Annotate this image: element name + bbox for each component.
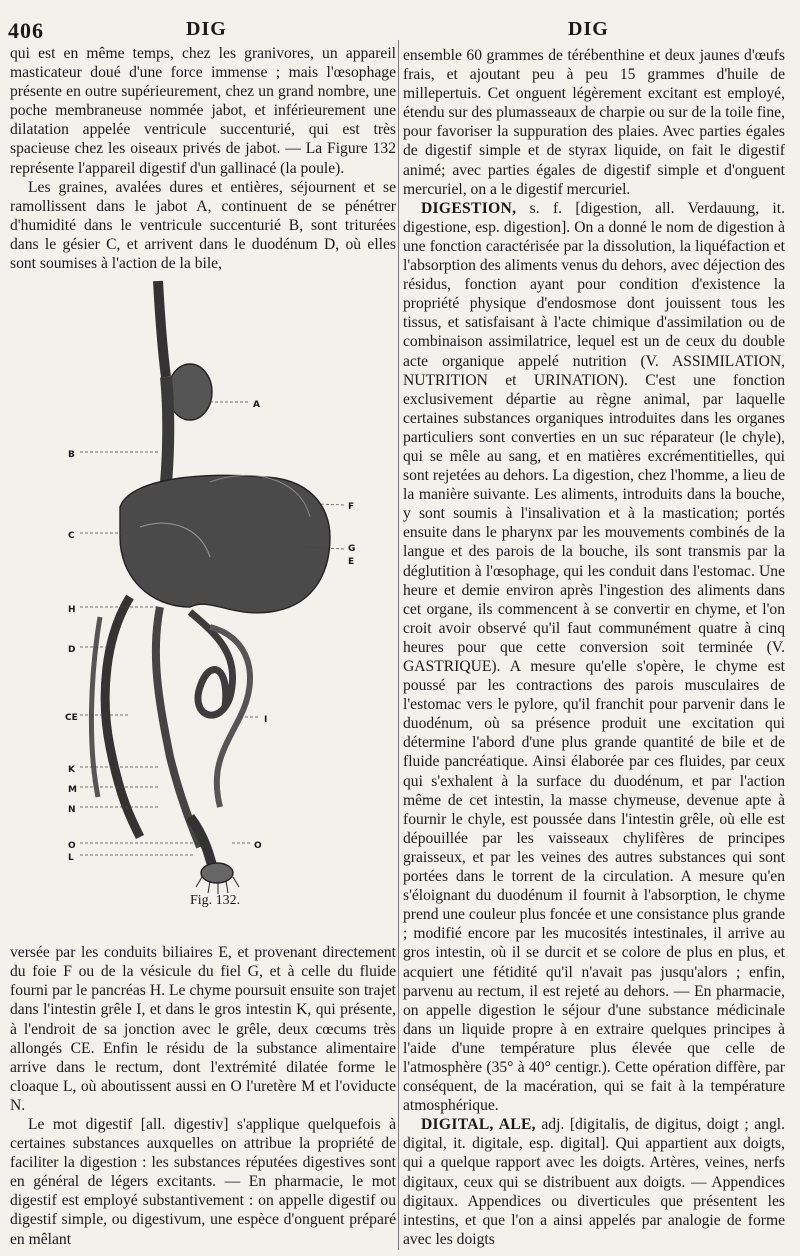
page-number: 406 bbox=[8, 18, 44, 43]
figure-label: C bbox=[68, 531, 75, 542]
column-divider bbox=[398, 40, 399, 1250]
entry-text: adj. [digitalis, de digitus, doigt ; angl. digital, it. digitale, esp. digital]. Qui appartient aux doigts, qui a quelque rapport avec les doigts. Artères, veines, nerfs digitaux, ceux qui se distribuent aux doigts. — Appendices digitaux. Appendices ou diverticules que présentent les intestins, et que l'on a ainsi appelés par analogie de forme avec les doigts bbox=[403, 1116, 785, 1248]
entry-text: s. f. [digestion, all. Verdauung, it. digestione, esp. digestion]. On a donné le nom de digestion à une fonction caractérisée par la dissolution, la liquéfaction et l'absorption des aliments venus du dehors, avec déjection des résidus, fonction ayant pour condition d'existence la propriété physique d'endosmose dont jouissent tous les tissus, et satisfaisant à l'acte chimique d'assimilation ou de combinaison assimilatrice, lequel est un de ceux du double acte organique appelé nutrition (V. ASSIMILATION, NUTRITION et URINATION). C'est une fonction exclusivement départie au règne animal, par laquelle certaines substances organiques introduites dans les organes particuliers sont converties en un suc réparateur (le chyle), qui se mêle au sang, et en matières excrémentitielles, qui sont rejetées au dehors. La digestion, chez l'homme, a lieu de la manière suivante. Les aliments, introduits dans la bouche, y sont soumis à l'insalivation et à la mastication; portés ensuite dans le pharynx par les mouvements combinés de la langue et des parois de la bouche, ils sont transmis par la déglutition à l'œsophage, qui les conduit dans l'estomac. Une heure et demie environ après l'ingestion des aliments dans cet organe, ils commencent à se convertir en chyme, et l'on croit avoir observé qu'il faut communément quatre à cinq heures pour que cette conversion soit terminée (V. GASTRIQUE). A mesure qu'elle s'opère, le chyme est poussé par les contractions des parois musculaires de l'estomac vers le pylore, qu'il franchit pour parvenir dans le duodénum, où sa présence produit une excitation qui détermine l'abord d'une plus grande quantité de bile et de fluide pancréatique. Ainsi élaborée par ces fluides, par ceux qui s'exhalent à la surface du duodénum, et par l'action même de cet intestin, la masse chymeuse, devenue apte à fournir le chyle, est poussée dans l'intestin grêle, où elle est dépouillée par les vaisseaux chylifères de principes graisseux, et par les veines des autres substances qui sont portées dans le torrent de la circulation. A mesure qu'en s'éloignant du duodénum il fournit à l'absorption, le chyme prend une couleur plus foncée et une consistance plus grande ; modifié encore par les mucosités intestinales, il arrive au gros intestin, où il se durcit et se colore de plus en plus, et acquiert une fétidité qu'il n'avait pas jusqu'alors ; enfin, parvenu au rectum, il est rejeté au dehors. — En pharmacie, on appelle digestion le séjour d'une substance médicinale dans un liquide propre à en extraire quelques principes à l'aide d'une température plus élevée que celle de l'atmosphère (35° à 40° centigr.). Cette opération diffère, par conséquent, de la macération, qui se fait à la température atmosphérique. bbox=[403, 199, 785, 1115]
paragraph: Le mot digestif [all. digestiv] s'applique quelquefois à certaines substances auxquelles on attribue la propriété de faciliter la digestion : les substances réputées digestives sont en général de légers excitants. — En pharmacie, le mot digestif est employé substantivement : on appelle digestif ou digestif simple, ou digestivum, une espèce d'onguent préparé en mêlant bbox=[10, 1115, 396, 1248]
figure-label: K bbox=[68, 765, 75, 776]
running-head-right: DIG bbox=[568, 18, 609, 40]
figure-label: A bbox=[253, 400, 260, 411]
figure-label: D bbox=[68, 645, 76, 656]
headword: DIGITAL, ALE, bbox=[421, 1116, 536, 1134]
figure-digestive-apparatus bbox=[10, 277, 396, 937]
running-head-left: DIG bbox=[186, 18, 227, 40]
right-column bbox=[403, 46, 785, 1249]
entry-digestion bbox=[403, 199, 785, 1116]
paragraph: ensemble 60 grammes de térébenthine et deux jaunes d'œufs frais, et ajoutant peu à peu 15 grammes d'huile de millepertuis. Cet onguent légèrement excitant est employé, étendu sur des plumasseaux de charpie ou sur de la toile fine, pour favoriser la suppuration des plaies. Avec parties égales de digestif simple et de styrax liquide, on fait le digestif animé; avec parties égales de digestif simple et d'onguent mercuriel, on a le digestif mercuriel. bbox=[403, 47, 785, 198]
figure-label: O bbox=[68, 841, 76, 852]
figure-label: F bbox=[348, 502, 355, 513]
left-column bbox=[10, 44, 396, 1249]
figure-caption: Fig. 132. bbox=[190, 893, 241, 909]
figure-label: H bbox=[68, 605, 76, 616]
figure-label: CE bbox=[65, 713, 78, 724]
figure-label: G bbox=[348, 544, 356, 555]
entry-digital bbox=[403, 1115, 785, 1249]
figure-label: I bbox=[264, 715, 268, 726]
figure-label: N bbox=[68, 805, 76, 816]
figure-label: E bbox=[348, 557, 355, 568]
paragraph: qui est en même temps, chez les granivores, un appareil masticateur doué d'une force immense ; mais l'œsophage présente en outre supérieurement, chez un grand nombre, une poche membraneuse nommée jabot, et inférieurement une dilatation appelée ventricule succenturié, qui est très spacieuse chez les oiseaux privés de jabot. — La Figure 132 représente l'appareil digestif d'un gallinacé (la poule). bbox=[10, 45, 396, 177]
figure-label: B bbox=[68, 450, 75, 461]
figure-label: O bbox=[254, 841, 262, 852]
figure-label: L bbox=[68, 853, 74, 864]
paragraph: versée par les conduits biliaires E, et provenant directement du foie F ou de la vésicule du fiel G, et à celle du fluide fourni par le pancréas H. Le chyme poursuit ensuite son trajet dans l'intestin grêle I, et dans le gros intestin K, qui présente, à l'endroit de sa jonction avec le grêle, deux cœcums très allongés CE. Enfin le résidu de la substance alimentaire arrive dans le rectum, dont l'extrémité dilatée forme le cloaque L, où aboutissent aussi en O l'uretère M et l'oviducte N. bbox=[10, 944, 396, 1114]
paragraph: Les graines, avalées dures et entières, séjournent et se ramollissent dans le jabot A, continuent de se pénétrer d'humidité dans le ventricule succenturié B, sont triturées dans le gésier C, et arrivent dans le duodénum D, où elles sont soumises à l'action de la bile, bbox=[10, 178, 396, 273]
headword: DIGESTION, bbox=[421, 199, 517, 217]
figure-label: M bbox=[68, 785, 77, 796]
